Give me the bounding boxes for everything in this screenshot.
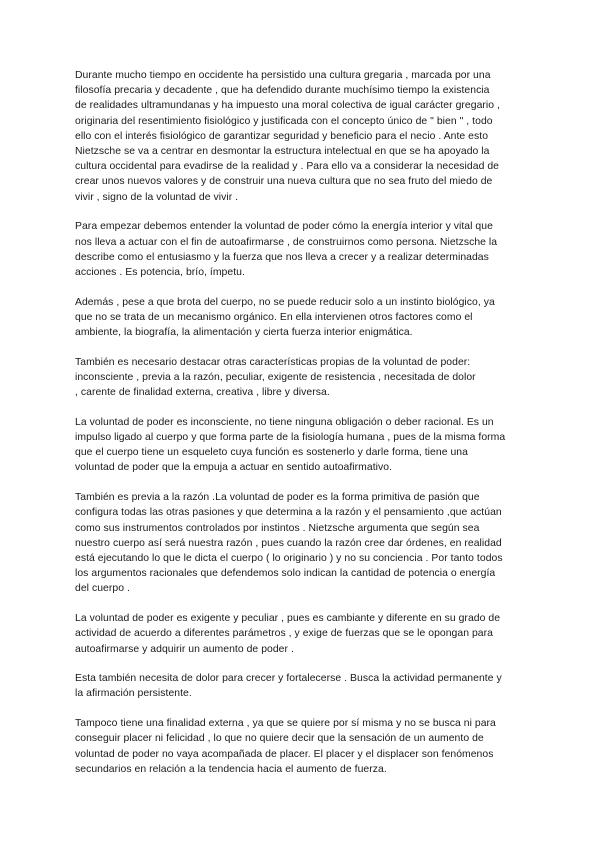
text-line: los argumentos racionales que defendemos solo indican la cantidad de potencia o energía	[75, 568, 496, 580]
text-line: Nietzsche se va a centrar en desmontar la estructura intelectual en que se ha apoyado la	[75, 146, 490, 158]
text-line: También es necesario destacar otras características propias de la voluntad de poder:	[75, 356, 471, 368]
paragraph	[75, 611, 535, 657]
text-line: , carente de finalidad externa, creativa , libre y diversa.	[75, 387, 330, 399]
paragraph	[75, 716, 535, 777]
text-line: está ejecutando lo que le dicta el cuerpo ( lo originario ) y no su conciencia . Por tanto todos	[75, 552, 503, 564]
text-line: de realidades ultramundanas y ha impuesto una moral colectiva de igual carácter gregario ,	[75, 100, 500, 112]
text-line: crear unos nuevos valores y de construir una nueva cultura que no sea fruto del miedo de	[75, 176, 493, 188]
text-line: La voluntad de poder es exigente y peculiar , pues es cambiante y diferente en su grado de	[75, 613, 501, 625]
text-line: que el cuerpo tiene un esqueleto cuya función es sostenerlo y darle forma, tiene una	[75, 447, 468, 459]
text-line: originaria del resentimiento fisiológico y justificada con el concepto único de " bien " , todo	[75, 115, 493, 127]
text-line: que no se trata de un mecanismo orgánico. En ella intervienen otros factores como el	[75, 311, 473, 323]
paragraph	[75, 68, 535, 205]
document-body	[75, 68, 535, 791]
text-line: ambiente, la biografía, la alimentación y cierta fuerza interior enigmática.	[75, 327, 413, 339]
text-line: como sus instrumentos controlados por instintos . Nietzsche argumenta que según sea	[75, 522, 480, 534]
paragraph	[75, 355, 535, 401]
text-line: vivir , signo de la voluntad de vivir .	[75, 191, 239, 203]
paragraph	[75, 490, 535, 596]
text-line: ello con el interés fisiológico de garantizar seguridad y beneficio para el necio . Ante esto	[75, 130, 489, 142]
text-line: La voluntad de poder es inconsciente, no tiene ninguna obligación o deber racional. Es un	[75, 416, 494, 428]
text-line: actividad de acuerdo a diferentes parámetros , y exige de fuerzas que se le opongan para	[75, 628, 493, 640]
text-line: inconsciente , previa a la razón, peculiar, exigente de resistencia , necesitada de dolor	[75, 371, 476, 383]
text-line: Esta también necesita de dolor para crecer y fortalecerse . Busca la actividad permanente y	[75, 673, 502, 685]
text-line: autoafirmarse y adquirir un aumento de poder .	[75, 643, 294, 655]
text-line: nos lleva a actuar con el fin de autoafirmarse , de construirnos como persona. Nietzsche la	[75, 236, 498, 248]
text-line: voluntad de poder que la empuja a actuar en sentido autoafirmativo.	[75, 462, 393, 474]
text-line: voluntad de poder no vaya acompañada de placer. El placer y el displacer son fenómenos	[75, 748, 494, 760]
text-line: Además , pese a que brota del cuerpo, no se puede reducir solo a un instinto biológico, ya	[75, 296, 495, 308]
text-line: filosofía precaria y decadente , que ha defendido durante muchísimo tiempo la existencia	[75, 85, 490, 97]
text-line: describe como el entusiasmo y la fuerza que nos lleva a crecer y a realizar determinadas	[75, 251, 489, 263]
text-line: Para empezar debemos entender la voluntad de poder cómo la energía interior y vital que	[75, 221, 493, 233]
text-line: acciones . Es potencia, brío, ímpetu.	[75, 266, 245, 278]
text-line: la afirmación persistente.	[75, 688, 192, 700]
text-line: secundarios en relación a la tendencia hacia el aumento de fuerza.	[75, 763, 387, 775]
text-line: conseguir placer ni felicidad , lo que no quiere decir que la sensación de un aumento de	[75, 733, 484, 745]
text-line: nuestro cuerpo así será nuestra razón , pues cuando la razón cree dar órdenes, en realidad	[75, 537, 502, 549]
text-line: cultura occidental para evadirse de la realidad y . Para ello va a considerar la necesidad de	[75, 161, 499, 173]
text-line: del cuerpo .	[75, 583, 130, 595]
paragraph	[75, 295, 535, 341]
text-line: Durante mucho tiempo en occidente ha persistido una cultura gregaria , marcada por una	[75, 70, 491, 81]
paragraph	[75, 219, 535, 280]
text-line: impulso ligado al cuerpo y que forma parte de la fisiología humana , pues de la misma forma	[75, 432, 506, 444]
text-line: configura todas las otras pasiones y que determina a la razón y el pensamiento ,que actúan	[75, 507, 502, 519]
text-line: Tampoco tiene una finalidad externa , ya que se quiere por sí misma y no se busca ni para	[75, 718, 496, 730]
paragraph	[75, 415, 535, 476]
paragraph	[75, 671, 535, 701]
text-line: También es previa a la razón .La voluntad de poder es la forma primitiva de pasión que	[75, 492, 480, 504]
